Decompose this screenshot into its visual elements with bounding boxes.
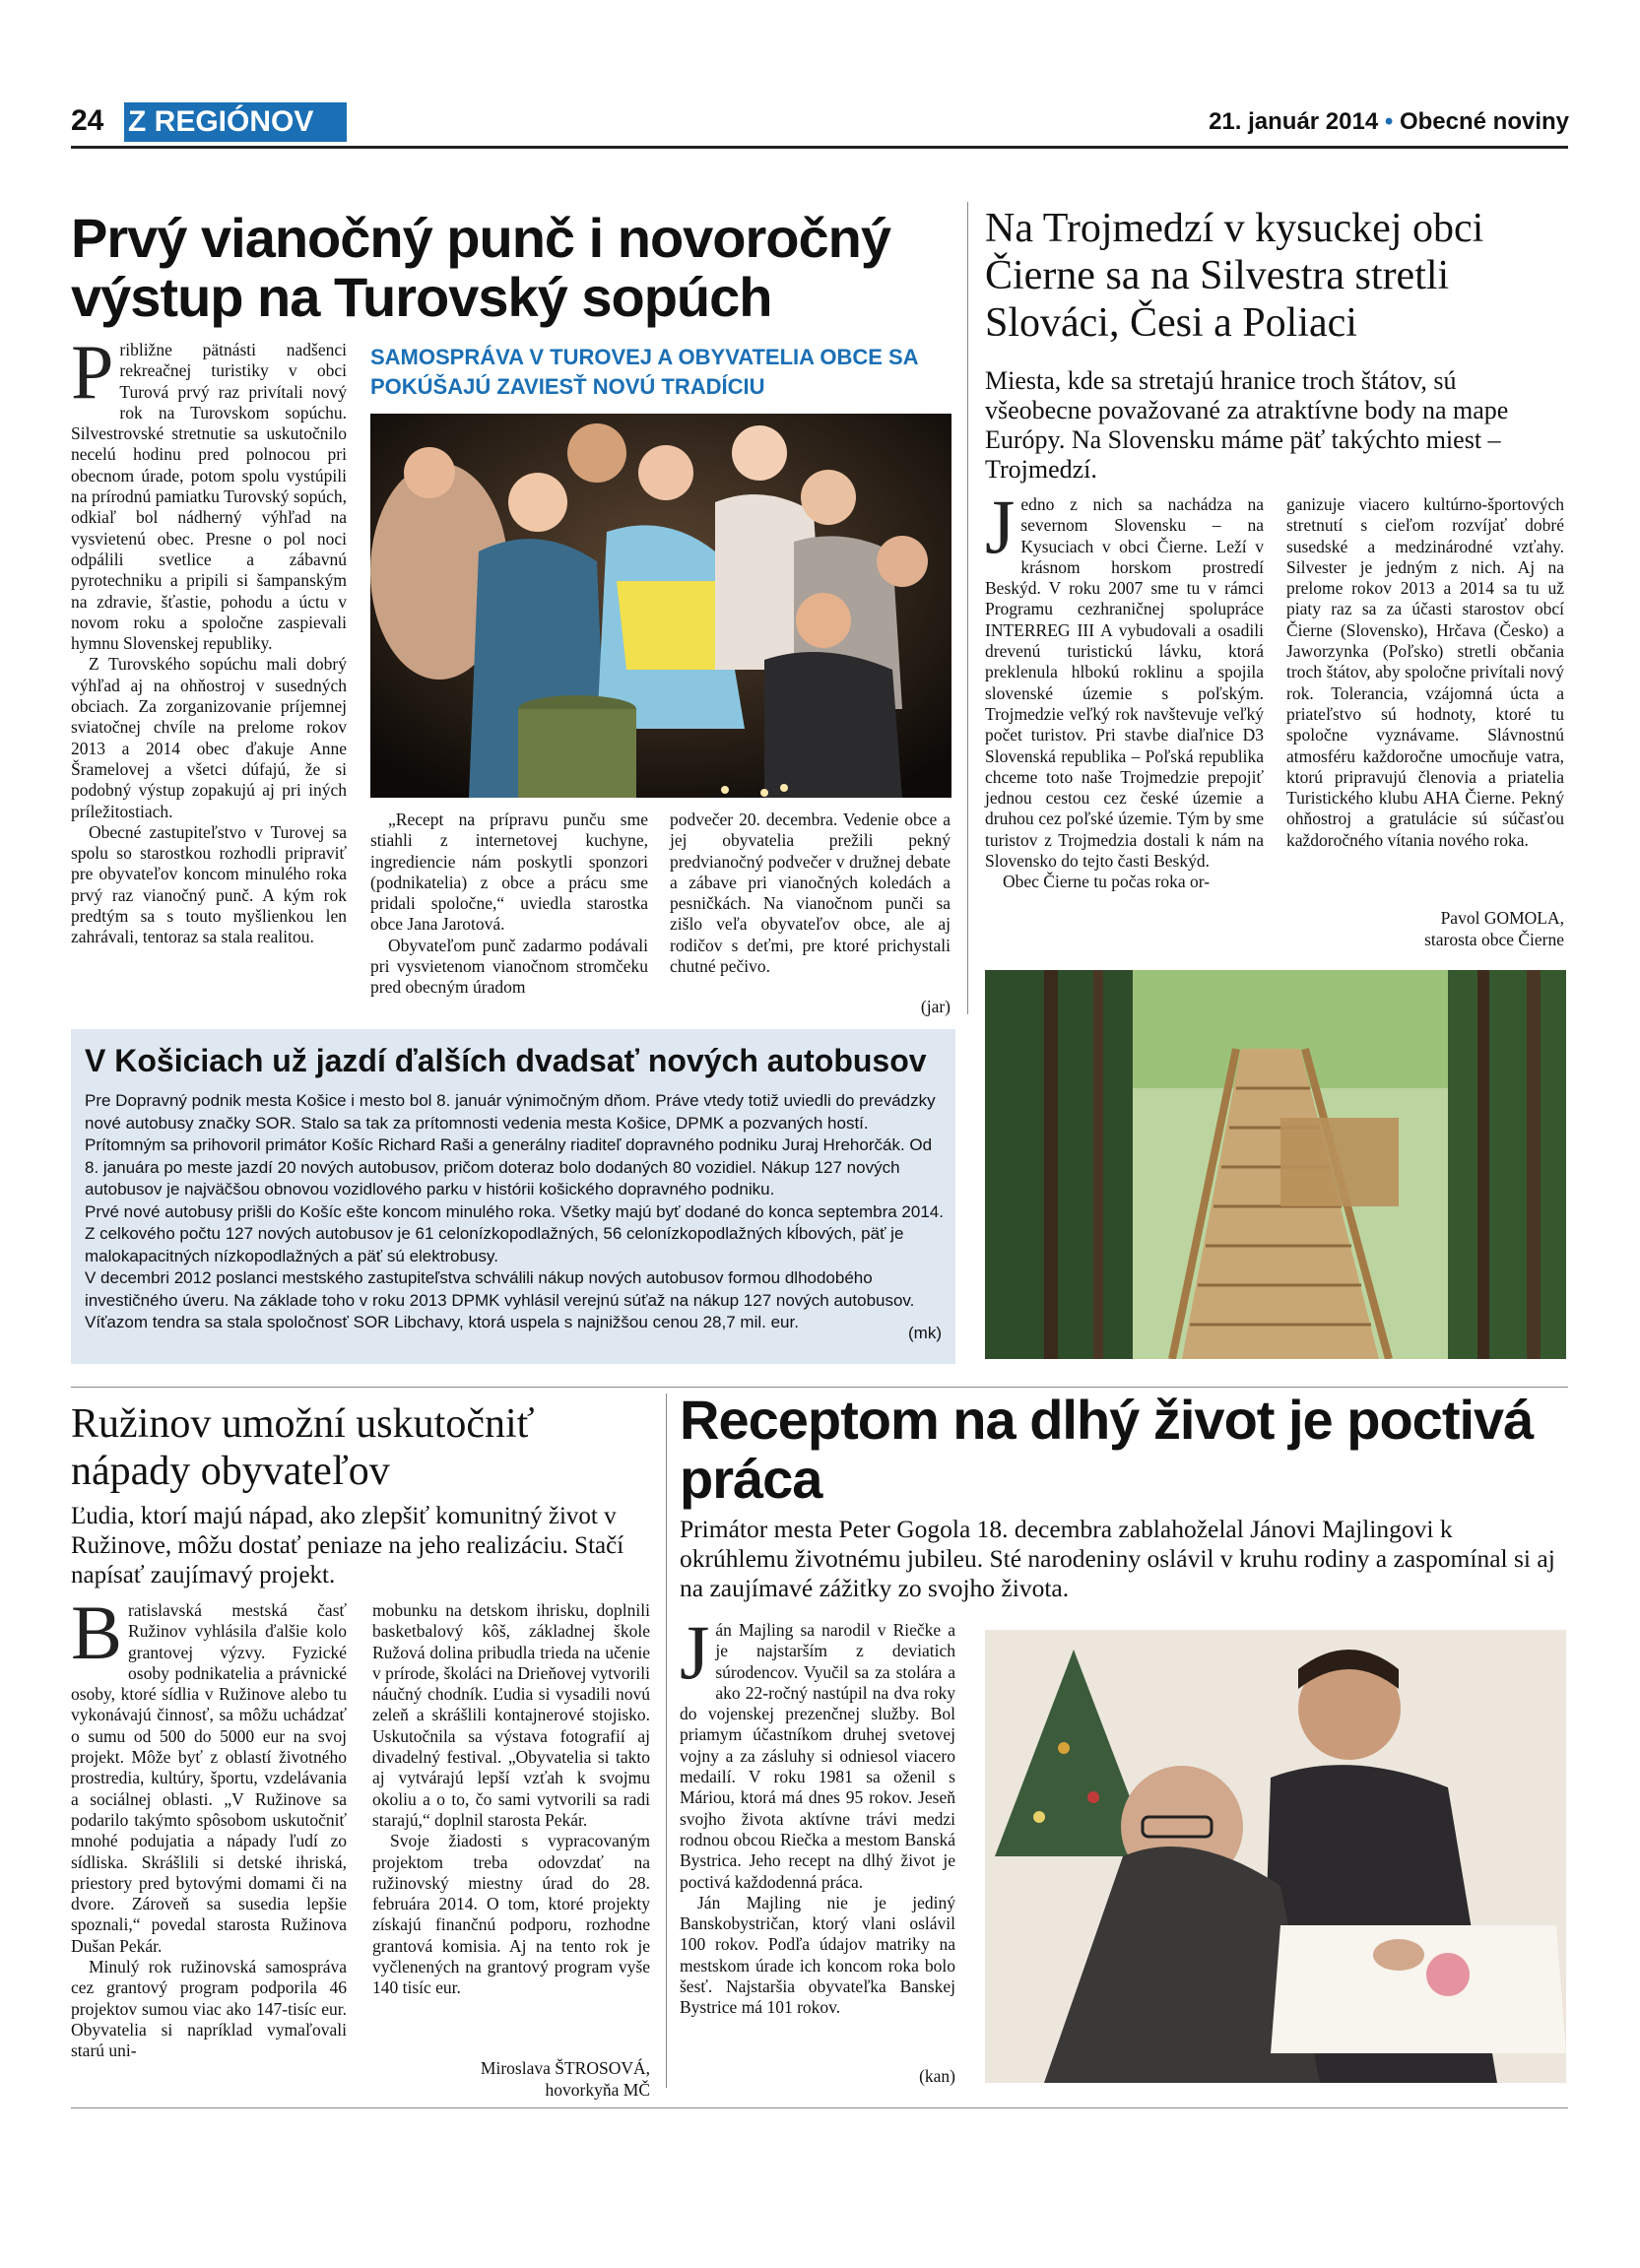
section-title: Z REGIÓNOV: [124, 102, 347, 142]
group-of-people-photo: [370, 414, 951, 798]
recept-headline: Receptom na dlhý život je poctivá práca: [680, 1389, 1534, 1510]
kosice-paragraph: Pre Dopravný podnik mesta Košice i mesto bol 8. január výnimočným dňom. Práve vtedy totiž uviedli do prevádzky nové autobusy značky SOR. Stalo sa tak za prítomnosti vedenia mesta Košice, DPMK a pozvaných hostí. Prítomným sa prihovoril primátor Košíc Richard Raši a generálny riaditeľ dopravného podniku Juraj Hrehorčák. Od 8. januára po meste jazdí 20 nových autobusov, pričom doteraz bolo dodaných 80 vozidiel. Nákup 127 nových autobusov je najväčšou obnovou vozidlového parku v histórii košického dopravného podniku.: [85, 1091, 936, 1199]
ruzinov-headline: Ružinov umožní uskutočniť nápady obyvateľov: [71, 1401, 535, 1494]
punch-paragraph: Obyvateľom punč zadarmo podávali pri vysvietenom vianočnom stromčeku pred obecným úradom: [370, 935, 648, 998]
trojmedzie-col-1: [985, 484, 1264, 893]
punch-dropcap: P: [71, 329, 114, 415]
kosice-paragraph: Prvé nové autobusy prišli do Košíc ešte koncom minulého roka. Všetky majú byť dodané do konca septembra 2014. Z celkového počtu 127 nových autobusov je 61 celonízkopodlažných, 56 celonízkopodlažných kĺbových, päť je malokapacitných nízkopodlažných a päť sú elektrobusy.: [85, 1201, 944, 1265]
trojmedzie-lead: Miesta, kde sa stretajú hranice troch štátov, sú všeobecne považované za atraktívne body na mape Európy. Na Slovensku máme päť takýchto miest – Trojmedzí.: [985, 366, 1509, 484]
issue-date: 21. január 2014: [1209, 108, 1379, 135]
recept-lead: Primátor mesta Peter Gogola 18. decembra zablahoželal Jánovi Majlingovi k okrúhlemu životnému jubileu. Sté narodeniny oslávil v kruhu rodiny a zaspomínal si aj na zaujímavé zážitky zo svojho života.: [680, 1515, 1555, 1602]
punch-paragraph: ribližne pätnásti nadšenci rekreačnej turistiky v obci Turová prvý raz privítali nový rok na Turovskom sopúchu. Silvestrovské stretnutie sa uskutočnilo necelú hodinu pred polnocou pri obecnom úrade, potom spolu vystúpili na prírodnú pamiatku Turovský sopúch, odkiaľ bol nádherný výhľad na vysvietenú obec. Presne o pol noci odpálili svetlice a zábavnú pyrotechniku a pripili si šampanským na zdravie, šťastie, pohodu a úctu v novom roku a spoločne zaspievali hymnu Slovenskej republiky.: [71, 340, 347, 654]
section-divider: [71, 1387, 1568, 1388]
column-divider: [666, 1393, 667, 2088]
recept-photo: [985, 1630, 1566, 2083]
ruzinov-col-2: [372, 1600, 650, 1999]
kosice-signature: (mk): [908, 1324, 942, 1342]
column-divider: [967, 202, 968, 1014]
ruzinov-author-role: hovorkyňa MČ: [545, 2080, 650, 2100]
ruzinov-paragraph: ratislavská mestská časť Ružinov vyhlásila ďalšie kolo grantovej výzvy. Fyzické osoby podnikatelia a právnické osoby, ktoré sídlia v Ružinove alebo tu vykonávajú činnosť, sa môžu uchádzať o sumu od 500 do 5000 eur na svoj projekt. Môže byť z oblastí životného prostredia, kultúry, športu, vzdelávania a sociálnej oblasti. „V Ružinove sa podarilo takýmto spôsobom uskutočniť mnohé podujatia a nápady ľudí zo sídliska. Skrášlili si detské ihriská, priestory pred bytovými domami či na dvore. Zároveň sa susedia lepšie spoznali,“ povedal starosta Ružinova Dušan Pekár.: [71, 1600, 347, 1956]
punch-paragraph: Obecné zastupiteľstvo v Turovej sa spolu so starostkou rozhodli pripraviť pre obyvateľov koncom minulého roka prvý raz vianočný punč. A kým rok predtým sa s touto myšlienkou len zahrávali, tentoraz sa stala realitou.: [71, 821, 347, 947]
recept-paragraph: án Majling sa narodil v Riečke a je najstarším z deviatich súrodencov. Vyučil sa za stolára a ako 22-ročný nastúpil na dva roky do vojenskej prezenčnej služby. Bol priamym účastníkom druhej svetovej vojny a za zásluhy si odniesol viacero medailí. V roku 1981 sa oženil s Máriou, ktorá má dnes 95 rokov. Jeseň svojho života aktívne trávi medzi rodnou obcou Riečka a mestom Banská Bystrica. Jeho recept na dlhý život je poctivá každodenná práca.: [680, 1620, 955, 1892]
trojmedzie-paragraph: edno z nich sa nachádza na severnom Slovensku – na Kysuciach v obci Čierne. Leží v krásnom horskom prostredí Beskýd. V roku 2007 sme tu v rámci Programu cezhraničnej spolupráce INTERREG III A vybudovali a osadili drevenú turistickú lávku, ktorá preklenula hlbokú roklinu a spojila slovenské územie s poľským. Trojmedzie veľký rok navštevuje veľký počet turistov. Pri stavbe diaľnice D3 Slovenská republika – Poľská republika chceme toto naše Trojmedzie prepojiť jednou cestou cez české územie a druhou cez poľské územie. Tým by sme turistov z Trojmedzia dostali k nám na Slovensko do tejto časti Beskýd.: [985, 494, 1264, 872]
punch-col-3: [670, 810, 951, 977]
punch-col-2: [370, 810, 648, 999]
footer-rule: [71, 2107, 1568, 2108]
ruzinov-paragraph: mobunku na detskom ihrisku, doplnili basketbalový kôš, základnej škole Ružová dolina pribudla trieda na učenie v prírode, školáci na Drieňovej vytvorili náučný chodník. Ľudia si vysadili novú zeleň a skrášlili kontajnerové stojisko. Uskutočnila sa výstava fotografií aj divadelný festival. „Obyvatelia si takto aj vytvárajú lepší vzťah k svojmu okoliu a o to, čo sami vytvorili sa radi starajú,“ doplnil starosta Pekár.: [372, 1600, 650, 1830]
punch-paragraph: podvečer 20. decembra. Vedenie obce a jej obyvatelia prežili pekný predvianočný podvečer v družnej debate a zábave pri vianočných koledách a pesničkách. Na vianočnom punči sa zišlo veľa obyvateľov obce, ale aj rodičov s deťmi, pre ktoré prichystali chutné pečivo.: [670, 810, 951, 977]
header-rule: [71, 146, 1568, 149]
kosice-body: [85, 1090, 944, 1334]
recept-dropcap: J: [680, 1609, 710, 1695]
recept-col-1: [680, 1609, 955, 2019]
kosice-paragraph: V decembri 2012 poslanci mestského zastupiteľstva schválili nákup nových autobusov formou dlhodobého investičného úveru. Na základe toho v roku 2013 DPMK vyhlásil verejnú súťaž na nákup 127 nových autobusov. Víťazom tendra sa stala spoločnosť SOR Libchavy, ktorá uspela s najnižšou cenou 28,7 mil. eur.: [85, 1268, 915, 1331]
punch-col-1: [71, 329, 347, 948]
page-number: 24: [71, 104, 104, 137]
trojmedzie-paragraph: Obec Čierne tu počas roka or-: [1003, 872, 1211, 892]
trojmedzie-paragraph: ganizuje viacero kultúrno-športových stretnutí s cieľom rozvíjať dobré susedské a medzinárodné vzťahy. Silvester je jedným z nich. Aj na prelome rokov 2013 a 2014 sa tu už piaty raz sa za účasti starostov obcí Čierne (Slovensko), Hrčava (Česko) a Jaworzynka (Poľsko) stretli občania troch štátov, aby spoločne privítali nový rok. Tolerancia, vzájomná úcta a priateľstvo sú hodnoty, ktoré tu spoločne vyznávame. Slávnostnú atmosféru každoročne umocňuje vatra, ktorú pripravujú členovia a priatelia Turistického klubu AHA Čierne. Pekný ohňostroj a gratulácie sú súčasťou každoročného vítania nového roka.: [1286, 494, 1564, 850]
punch-paragraph: Z Turovského sopúchu mali dobrý výhľad aj na ohňostroj v susedných obciach. Za zorganizovanie príjemnej sviatočnej chvíle na prelome rokov 2013 a 2014 obec ďakuje Anne Šramelovej a všetci dúfajú, že si podobný výstup zopakujú aj pri iných príležitostiach.: [71, 654, 347, 821]
ruzinov-author: Miroslava ŠTROSOVÁ,: [480, 2058, 650, 2078]
recept-signature: (kan): [919, 2066, 955, 2086]
punch-photo: [370, 414, 951, 798]
punch-kicker: SAMOSPRÁVA V TUROVEJ A OBYVATELIA OBCE SA POKÚŠAJÚ ZAVIESŤ NOVÚ TRADÍCIU: [370, 345, 918, 399]
trojmedzie-col-2: [1286, 494, 1564, 851]
trojmedzie-author: Pavol GOMOLA,: [1440, 908, 1564, 928]
recept-paragraph: Ján Majling nie je jediný Banskobystričan, ktorý vlani oslávil 100 rokov. Podľa údajov matriky na mestskom úrade ich koncom roka bolo šesť. Najstaršia obyvateľka Banskej Bystrice má 101 rokov.: [680, 1892, 955, 2018]
punch-headline: Prvý vianočný punč i novoročný výstup na Turovský sopúch: [71, 207, 891, 328]
ruzinov-paragraph: Svoje žiadosti s vypracovaným projektom treba odovzdať na ružinovský miestny úrad do 28. februára 2014. O tom, ktoré projekty získajú finančnú podporu, rozhodne grantová komisia. Aj na tento rok je vyčlenených na grantový program vyše 140 tisíc eur.: [372, 1831, 650, 1998]
punch-signature: (jar): [920, 997, 951, 1016]
kosice-box: [71, 1029, 955, 1364]
punch-paragraph: „Recept na prípravu punču sme stiahli z internetovej kuchyne, ingrediencie nám poskytli sponzori (podnikatelia) z obce a prácu sme pridali spoločne,“ uviedla starostka obce Jana Jarotová.: [370, 810, 648, 935]
ruzinov-paragraph: Minulý rok ružinovská samospráva cez grantový program podporila 46 projektov sumou viac ako 147-tisíc eur. Obyvatelia si napríklad vymaľovali starú uni-: [71, 1957, 347, 2061]
centenarian-signing-photo: [985, 1630, 1566, 2083]
ruzinov-col-1: [71, 1589, 347, 2062]
trojmedzie-author-role: starosta obce Čierne: [1424, 930, 1564, 949]
ruzinov-lead: Ľudia, ktorí majú nápad, ako zlepšiť komunitný život v Ružinove, môžu dostať peniaze na jeho realizáciu. Stačí napísať zaujímavý projekt.: [71, 1503, 624, 1588]
masthead-info: [1209, 108, 1569, 136]
wooden-bridge-photo: [985, 970, 1566, 1359]
trojmedzie-photo: [985, 970, 1566, 1359]
trojmedzie-headline: Na Trojmedzí v kysuckej obci Čierne sa na Silvestra stretli Slováci, Česi a Poliaci: [985, 206, 1484, 346]
separator-dot: •: [1384, 108, 1394, 135]
publication-name: Obecné noviny: [1399, 108, 1569, 135]
kosice-headline: V Košiciach už jazdí ďalších dvadsať nových autobusov: [85, 1043, 927, 1078]
trojmedzie-dropcap: J: [985, 484, 1016, 569]
ruzinov-dropcap: B: [71, 1589, 123, 1675]
